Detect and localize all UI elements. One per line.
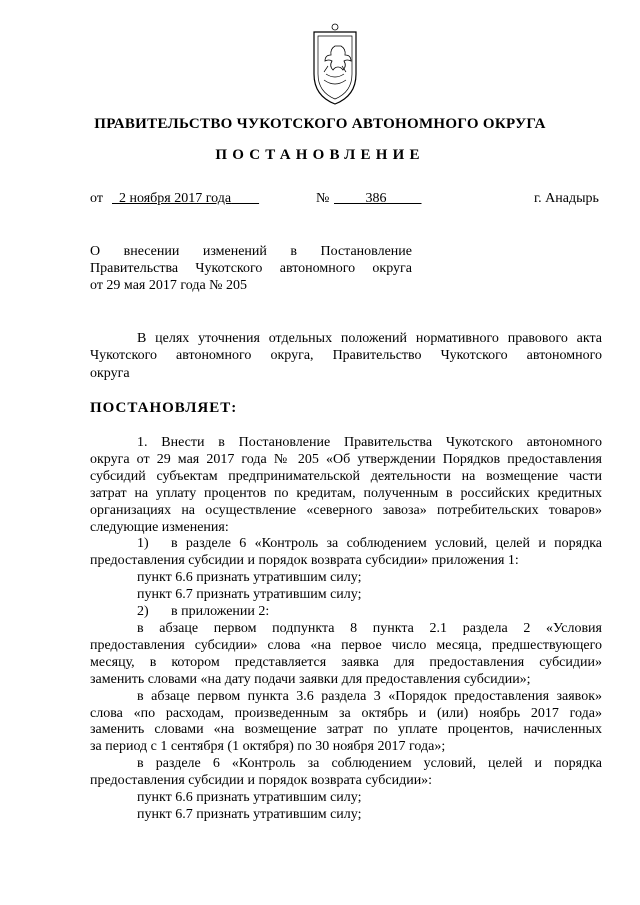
preamble-line: округа	[90, 365, 130, 381]
body-line: пункт 6.6 признать утратившим силу;	[137, 790, 362, 806]
body-line: за период с 1 сентября (1 октября) по 30 ноября 2017 года»;	[90, 739, 446, 755]
list-item	[90, 536, 602, 553]
document-meta-row	[90, 191, 602, 211]
body-line: в абзаце первом подпункта 8 пункта 2.1 раздела 2 «Условия	[137, 620, 602, 636]
preamble-line: Чукотского автономного округа, Правительство Чукотского автономного	[90, 348, 602, 364]
body-line: слова «по расходам, произведенным за октябрь и (или) ноябрь 2017 года»	[90, 705, 602, 721]
body-line: в разделе 6 «Контроль за соблюдением условий, целей и порядка	[171, 536, 602, 552]
document-body	[90, 435, 602, 824]
list-number: 1)	[137, 536, 149, 552]
body-line: месяцу, в котором представляется заявка для предоставления субсидии»	[90, 654, 602, 670]
date-prefix: от	[90, 191, 103, 206]
document-subject	[90, 243, 412, 294]
body-line: в разделе 6 «Контроль за соблюдением условий, целей и порядка	[137, 756, 602, 772]
body-line: предоставления субсидии и порядок возврата субсидии» приложения 1:	[90, 553, 519, 569]
document-place: г. Анадырь	[534, 191, 599, 206]
body-line: организациях на осуществление «северного завоза» потребительских товаров»	[90, 502, 602, 518]
number-prefix: №	[316, 191, 330, 206]
decree-heading: ПОСТАНОВЛЯЕТ:	[90, 400, 238, 416]
body-line: пункт 6.6 признать утратившим силу;	[137, 570, 362, 586]
body-line: в абзаце первом пункта 3.6 раздела 3 «Порядок предоставления заявок»	[137, 688, 602, 704]
organization-title: ПРАВИТЕЛЬСТВО ЧУКОТСКОГО АВТОНОМНОГО ОКРУГА	[94, 116, 546, 132]
body-line: пункт 6.7 признать утратившим силу;	[137, 587, 362, 603]
document-date: 2 ноября 2017 года	[119, 191, 232, 206]
body-line: предоставления субсидии» слова «на первое число месяца, предшествующего	[90, 637, 602, 653]
subject-line: от 29 мая 2017 года № 205	[90, 278, 248, 293]
body-line: следующие изменения:	[90, 519, 229, 535]
body-line: пункт 6.7 признать утратившим силу;	[137, 806, 362, 822]
subject-line: Правительства Чукотского автономного округа	[90, 261, 412, 276]
body-line: заменить словами «на дату подачи заявки для предоставления субсидии»;	[90, 671, 531, 687]
list-item	[90, 604, 602, 621]
body-line: 1. Внести в Постановление Правительства Чукотского автономного	[137, 435, 602, 450]
list-number: 2)	[137, 604, 149, 620]
body-line: затрат на уплату процентов по кредитам, полученным в российских кредитных	[90, 485, 602, 501]
preamble	[90, 330, 602, 382]
preamble-line: В целях уточнения отдельных положений нормативного правового акта	[137, 331, 602, 346]
coat-of-arms-icon	[308, 22, 362, 106]
body-line: в приложении 2:	[171, 604, 270, 620]
body-line: округа от 29 мая 2017 года № 205 «Об утверждении Порядков предоставления	[90, 451, 602, 467]
body-line: субсидий субъектам предпринимательской деятельности на возмещение части	[90, 468, 602, 484]
document-type-title: ПОСТАНОВЛЕНИЕ	[215, 147, 425, 163]
body-line: предоставления субсидии и порядок возврата субсидии»:	[90, 773, 433, 789]
document-number: 386	[365, 191, 387, 206]
subject-line: О внесении изменений в Постановление	[90, 244, 412, 259]
body-line: заменить словами «на возмещение затрат по уплате процентов, начисленных	[90, 722, 602, 738]
